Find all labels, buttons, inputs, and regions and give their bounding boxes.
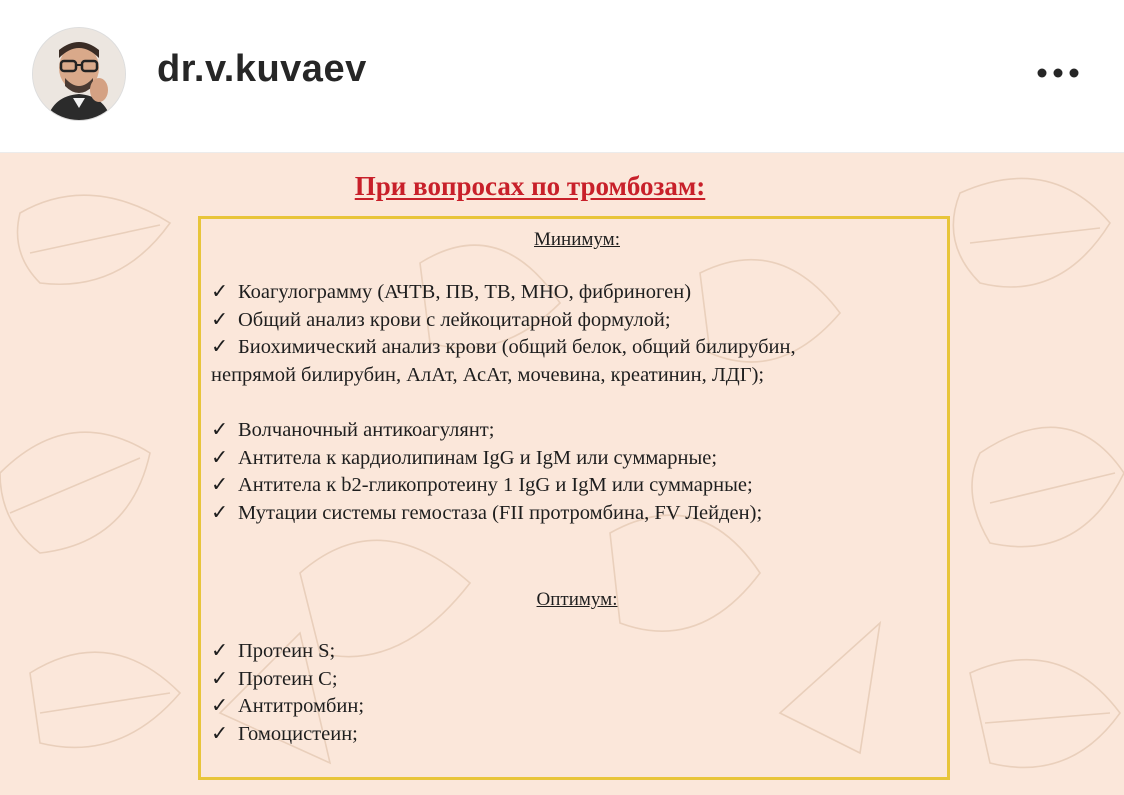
- minimum-group-1: [211, 279, 941, 389]
- post-header: [0, 0, 1124, 152]
- checkmark-icon: ✓: [211, 336, 229, 358]
- list-item: ✓ Антитела к кардиолипинам IgG и IgM или суммарные;: [211, 445, 941, 473]
- post-image: [0, 152, 1124, 795]
- username[interactable]: dr.v.kuvaev: [157, 48, 367, 90]
- list-item: ✓ Биохимический анализ крови (общий белок, общий билирубин,: [211, 334, 941, 362]
- list-item: ✓ Протеин S;: [211, 638, 941, 666]
- list-item: ✓ Волчаночный антикоагулянт;: [211, 417, 941, 445]
- more-options-icon[interactable]: [1028, 53, 1088, 93]
- checkmark-icon: ✓: [211, 474, 229, 496]
- optimum-heading: Оптимум:: [536, 589, 618, 610]
- avatar[interactable]: [32, 27, 126, 121]
- minimum-heading: Минимум:: [534, 229, 620, 250]
- list-item: ✓ Антитромбин;: [211, 693, 941, 721]
- minimum-group-2: [211, 417, 941, 527]
- optimum-list: [211, 638, 941, 748]
- checkmark-icon: ✓: [211, 640, 229, 662]
- list-item: ✓ Коагулограмму (АЧТВ, ПВ, ТВ, МНО, фибриноген): [211, 279, 941, 307]
- content-frame: [198, 216, 950, 780]
- checkmark-icon: ✓: [211, 419, 229, 441]
- list-item: ✓ Общий анализ крови с лейкоцитарной формулой;: [211, 307, 941, 335]
- checkmark-icon: ✓: [211, 281, 229, 303]
- list-item-continuation: непрямой билирубин, АлАт, АсАт, мочевина, креатинин, ЛДГ);: [211, 363, 765, 386]
- list-item: ✓ Антитела к b2-гликопротеину 1 IgG и IgM или суммарные;: [211, 472, 941, 500]
- post-title: При вопросах по тромбозам:: [354, 171, 706, 201]
- checkmark-icon: ✓: [211, 722, 229, 745]
- avatar-portrait: [33, 28, 125, 120]
- list-item: ✓ Мутации системы гемостаза (FII протромбина, FV Лейден);: [211, 500, 941, 528]
- list-item: ✓ Гомоцистеин;: [211, 721, 941, 749]
- list-item: ✓ Протеин C;: [211, 666, 941, 694]
- checkmark-icon: ✓: [211, 308, 229, 331]
- checkmark-icon: ✓: [211, 501, 229, 524]
- checkmark-icon: ✓: [211, 667, 229, 690]
- checkmark-icon: ✓: [211, 446, 229, 469]
- checkmark-icon: ✓: [211, 695, 229, 717]
